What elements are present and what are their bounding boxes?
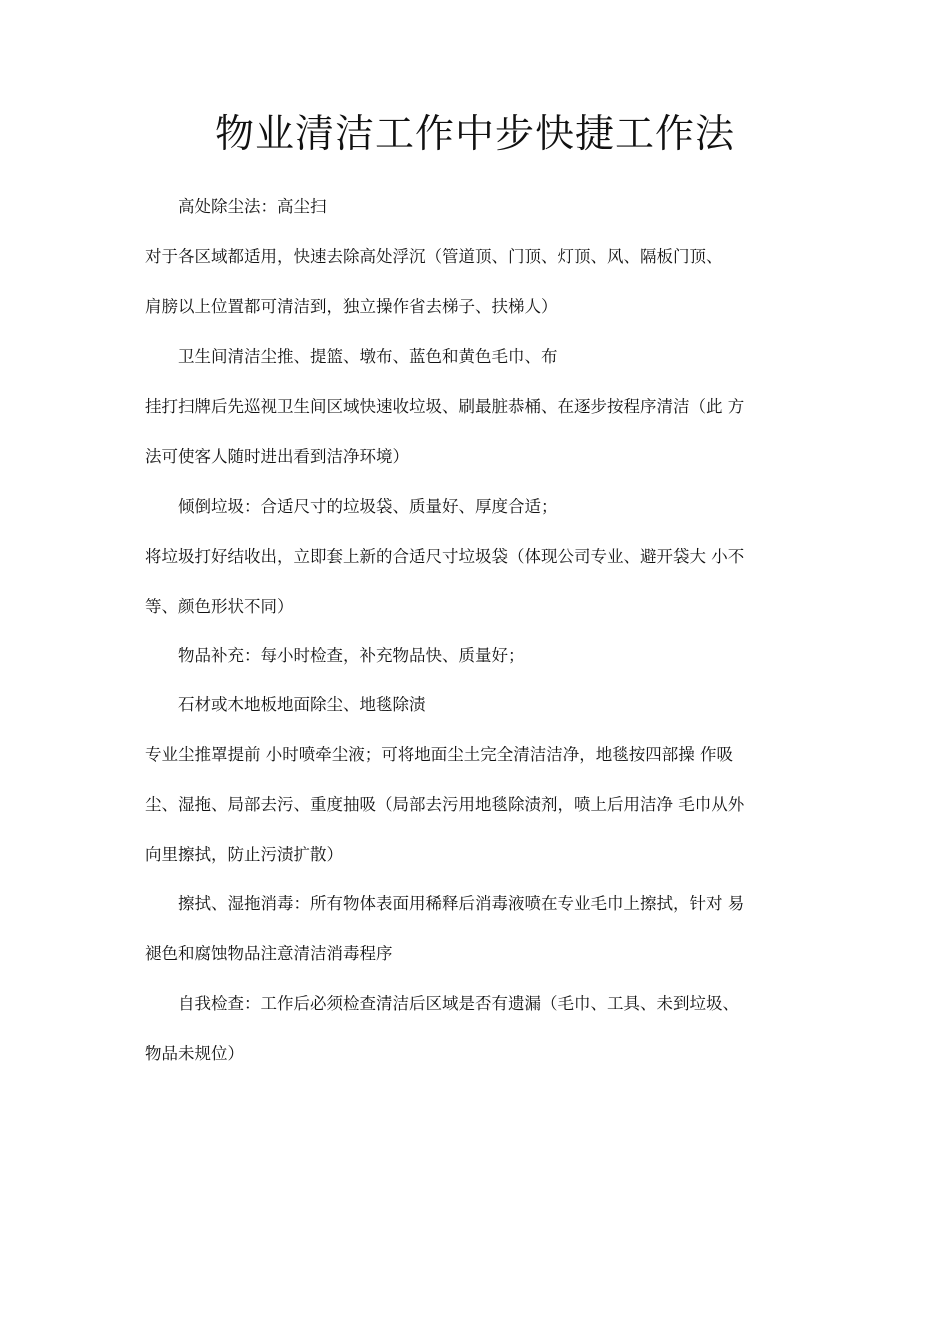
paragraph-line: 擦拭、湿拖消毒：所有物体表面用稀释后消毒液喷在专业毛巾上擦拭，针对 易 [178, 894, 745, 913]
document-title: 物业清洁工作中步快捷工作法 [214, 112, 735, 157]
paragraph-line: 物品补充：每小时检查，补充物品快、质量好； [178, 646, 525, 665]
paragraph-line: 向里擦拭，防止污渍扩散） [145, 845, 343, 864]
paragraph-line: 卫生间清洁尘推、提篮、墩布、蓝色和黄色毛巾、布 [178, 347, 558, 366]
paragraph-line: 石材或木地板地面除尘、地毯除渍 [178, 695, 426, 714]
paragraph-line: 等、颜色形状不同） [145, 597, 294, 616]
paragraph-line: 物品未规位） [145, 1044, 244, 1063]
paragraph-line: 对于各区域都适用，快速去除高处浮沉（管道顶、门顶、灯顶、风、隔板门顶、 [145, 247, 723, 266]
paragraph-line: 高处除尘法：高尘扫 [178, 197, 327, 216]
paragraph-line: 挂打扫牌后先巡视卫生间区域快速收垃圾、刷最脏恭桶、在逐步按程序清洁（此 方 [145, 397, 745, 416]
paragraph-line: 自我检查：工作后必须检查清洁后区域是否有遗漏（毛巾、工具、未到垃圾、 [178, 994, 739, 1013]
paragraph-line: 倾倒垃圾：合适尺寸的垃圾袋、质量好、厚度合适； [178, 497, 558, 516]
paragraph-line: 法可使客人随时进出看到洁净环境） [145, 447, 409, 466]
paragraph-line: 尘、湿拖、局部去污、重度抽吸（局部去污用地毯除渍剂，喷上后用洁净 毛巾从外 [145, 795, 745, 814]
paragraph-line: 肩膀以上位置都可清洁到，独立操作省去梯子、扶梯人） [145, 297, 558, 316]
paragraph-line: 专业尘推罩提前 小时喷牵尘液；可将地面尘土完全清洁洁净，地毯按四部操 作吸 [145, 745, 733, 764]
paragraph-line: 褪色和腐蚀物品注意清洁消毒程序 [145, 944, 393, 963]
paragraph-line: 将垃圾打好结收出，立即套上新的合适尺寸垃圾袋（体现公司专业、避开袋大 小不 [145, 547, 745, 566]
